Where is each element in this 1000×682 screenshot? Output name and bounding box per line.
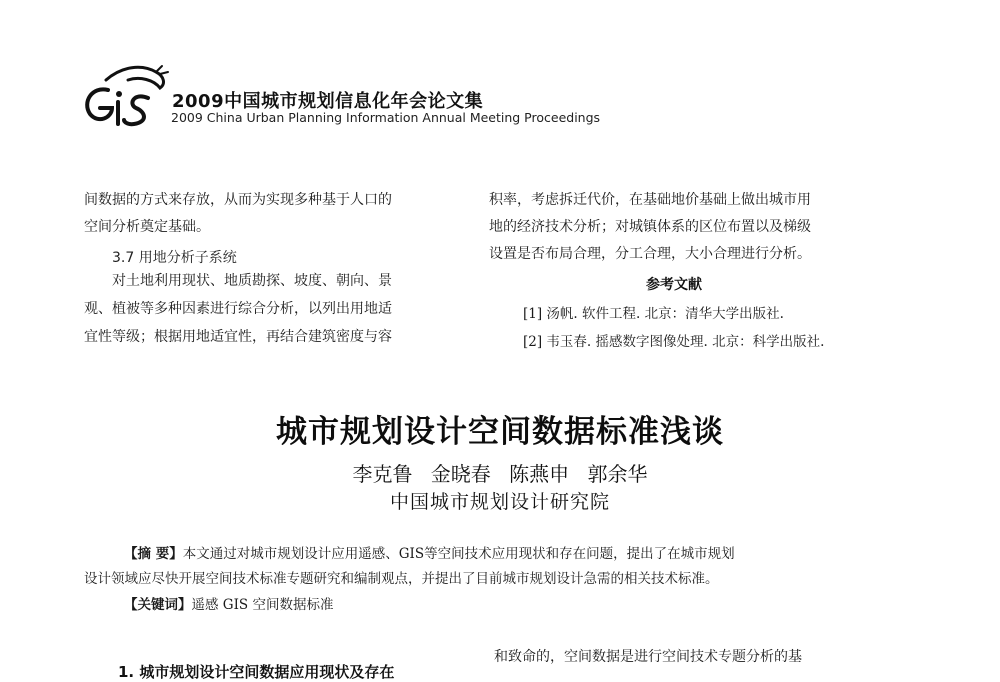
section-1-heading: 1. 城市规划设计空间数据应用现状及存在 — [118, 663, 395, 681]
abstract-tag: 【摘 要】 — [124, 546, 183, 562]
reference-item: [2] 韦玉春. 摇感数字图像处理. 北京：科学出版社. — [523, 334, 825, 350]
body-line: 宜性等级；根据用地适宜性，再结合建筑密度与容 — [84, 329, 392, 345]
proceedings-title: 2009中国城市规划信息化年会论文集 — [172, 91, 484, 112]
keywords-line — [124, 593, 333, 613]
body-line: 和致命的，空间数据是进行空间技术专题分析的基 — [494, 649, 802, 665]
article-authors: 李克鲁 金晓春 陈燕申 郭余华 — [352, 462, 648, 486]
gis-logo-icon — [78, 62, 170, 134]
body-line: 积率，考虑拆迁代价，在基础地价基础上做出城市用 — [489, 192, 811, 208]
body-line: 对土地利用现状、地质勘探、坡度、朝向、景 — [112, 273, 392, 289]
proceedings-subtitle: 2009 China Urban Planning Information Annual Meeting Proceedings — [171, 110, 601, 125]
reference-item: [1] 汤帆. 软件工程. 北京：清华大学出版社. — [523, 306, 784, 322]
abstract-line — [124, 542, 735, 562]
body-line: 设置是否布局合理，分工合理，大小合理进行分析。 — [489, 246, 811, 262]
body-line: 间数据的方式来存放，从而为实现多种基于人口的 — [84, 192, 392, 208]
body-line: 观、植被等多种因素进行综合分析，以列出用地适 — [84, 301, 392, 317]
body-line: 地的经济技术分析；对城镇体系的区位布置以及梯级 — [489, 219, 811, 235]
references-heading: 参考文献 — [646, 277, 702, 293]
abstract-line: 设计领域应尽快开展空间技术标准专题研究和编制观点，并提出了目前城市规划设计急需的相关技术标准。 — [84, 571, 719, 587]
body-line: 空间分析奠定基础。 — [84, 219, 210, 235]
keywords-text: 遥感 GIS 空间数据标准 — [191, 597, 334, 613]
article-title: 城市规划设计空间数据标准浅谈 — [276, 414, 724, 450]
section-heading: 3.7 用地分析子系统 — [112, 250, 237, 266]
keywords-tag: 【关键词】 — [124, 597, 192, 613]
article-affiliation: 中国城市规划设计研究院 — [389, 491, 610, 513]
abstract-text: 本文通过对城市规划设计应用遥感、GIS等空间技术应用现状和存在问题，提出了在城市规划 — [182, 546, 735, 562]
